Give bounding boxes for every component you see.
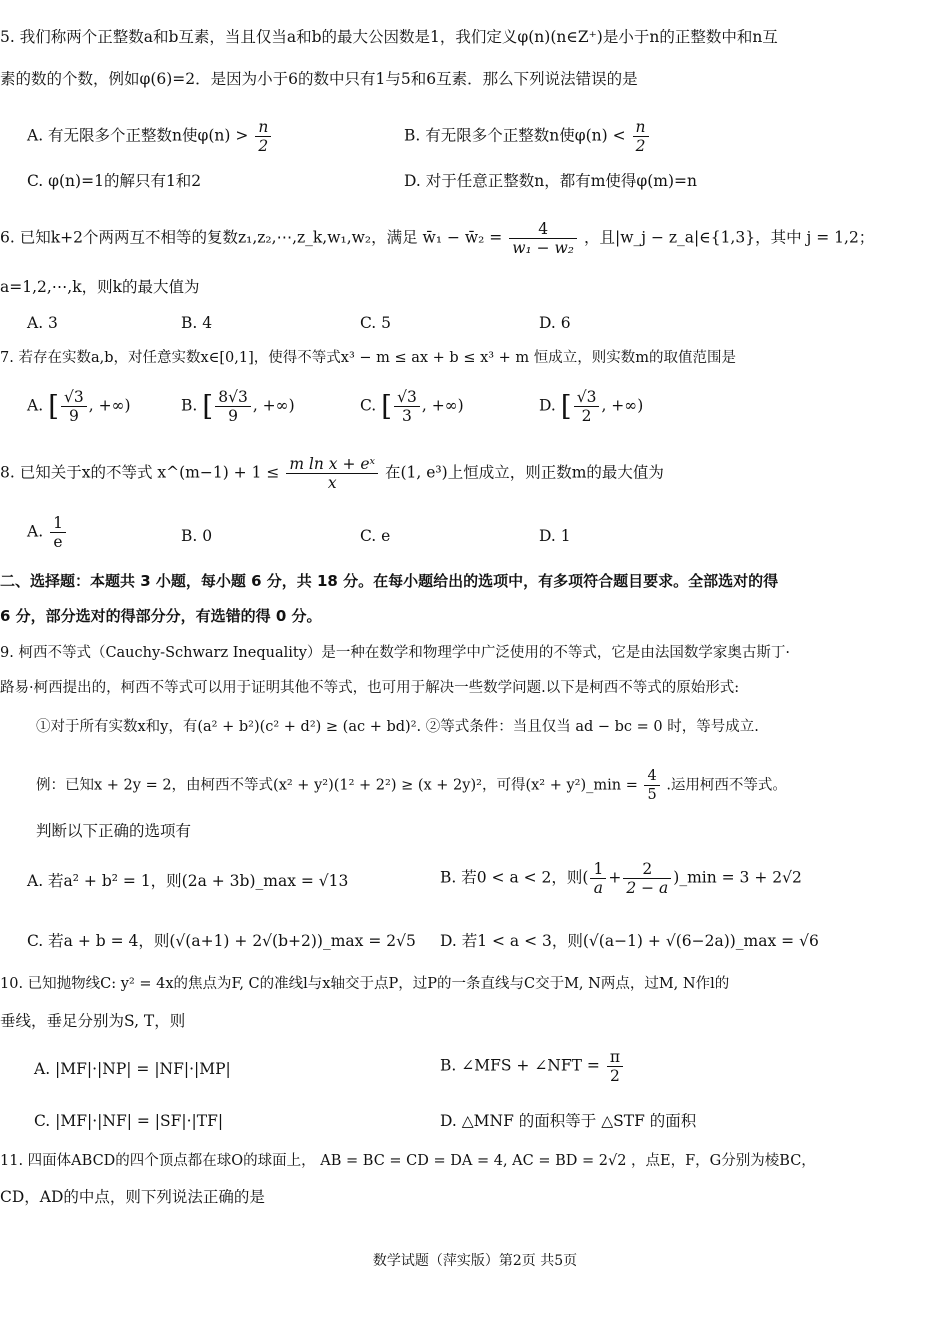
q5-option-b-fraction bbox=[633, 118, 649, 155]
left-bracket: [ bbox=[48, 389, 59, 423]
q9-example-text-post: .运用柯西不等式。 bbox=[666, 777, 787, 794]
frac-den: 2 bbox=[609, 1067, 620, 1085]
q9-example-fraction bbox=[644, 767, 659, 804]
q7-option-b bbox=[181, 388, 295, 425]
frac-num: √3 bbox=[61, 388, 87, 407]
left-bracket: [ bbox=[202, 389, 214, 423]
q9-option-b-frac1 bbox=[590, 860, 606, 897]
frac-num: 8√3 bbox=[215, 388, 251, 407]
q8-option-b: B. 0 bbox=[181, 527, 213, 545]
q8-stem-text: 8. 已知关于x的不等式 x^(m−1) + 1 ≤ bbox=[0, 463, 280, 482]
q9-option-b-text: B. 若0 < a < 2，则( bbox=[440, 868, 589, 887]
q9-option-b-text-post: )_min = 3 + 2√2 bbox=[673, 868, 802, 887]
q9-option-a: A. 若a² + b² = 1，则(2a + 3b)_max = √13 bbox=[27, 872, 349, 890]
q8-option-a-fraction bbox=[50, 514, 66, 551]
q6-option-a: A. 3 bbox=[27, 314, 58, 332]
page-footer: 数学试题（萍实版）第2页 共5页 bbox=[372, 1253, 578, 1269]
frac-den: a bbox=[593, 879, 604, 897]
frac-den: 3 bbox=[402, 407, 412, 425]
q7-option-b-fraction bbox=[215, 388, 251, 425]
q6-option-b: B. 4 bbox=[181, 314, 213, 332]
q5-stem-line2: 素的数的个数，例如φ(6)=2．是因为小于6的数中只有1与5和6互素．那么下列说法错误的是 bbox=[0, 70, 638, 88]
q6-fraction bbox=[509, 220, 577, 257]
frac-den: 9 bbox=[68, 407, 79, 425]
q7-option-b-tail: , +∞) bbox=[252, 396, 295, 415]
frac-den: 2 bbox=[581, 407, 592, 425]
q6-stem-text-post: ，且|w_j − z_a|∈{1,3}，其中 j = 1,2； bbox=[583, 228, 875, 247]
frac-num: m ln x + eˣ bbox=[286, 455, 378, 474]
q7-option-a-tail: , +∞) bbox=[88, 396, 131, 415]
q10-option-b bbox=[440, 1048, 625, 1085]
frac-num: √3 bbox=[574, 388, 600, 407]
section2-header-line1: 二、选择题：本题共 3 小题，每小题 6 分，共 18 分。在每小题给出的选项中，有多项符合题目要求。全部选对的得 bbox=[0, 572, 779, 590]
q9-stem-line2: 路易·柯西提出的，柯西不等式可以用于证明其他不等式，也可用于解决一些数学问题.以下是柯西不等式的原始形式: bbox=[0, 680, 740, 696]
q7-option-a-fraction bbox=[61, 388, 87, 425]
q7-option-c-fraction bbox=[394, 388, 420, 425]
frac-num: n bbox=[255, 118, 271, 137]
frac-den: 2 bbox=[258, 137, 269, 155]
q9-option-b-frac2 bbox=[623, 860, 671, 897]
frac-num: n bbox=[633, 118, 649, 137]
q6-stem-text: 6. 已知k+2个两两互不相等的复数z₁,z₂,⋯,z_k,w₁,w₂，满足 w̄₁ − w̄₂ = bbox=[0, 228, 503, 247]
frac-den: 2 bbox=[635, 137, 646, 155]
frac-num: π bbox=[607, 1048, 623, 1067]
q7-option-a bbox=[27, 388, 131, 425]
q10-option-b-text: B. ∠MFS + ∠NFT = bbox=[440, 1056, 600, 1075]
left-bracket: [ bbox=[560, 389, 572, 423]
q7-option-d bbox=[539, 388, 643, 425]
q11-stem-line2: CD，AD的中点，则下列说法正确的是 bbox=[0, 1188, 265, 1206]
frac-den: 5 bbox=[647, 787, 657, 803]
q6-stem-line2: a=1,2,⋯,k，则k的最大值为 bbox=[0, 278, 200, 296]
frac-den: 9 bbox=[228, 407, 238, 425]
frac-den: 2 − a bbox=[626, 879, 669, 897]
q5-option-b bbox=[404, 118, 651, 155]
frac-den: w₁ − w₂ bbox=[512, 239, 575, 257]
q5-option-a-fraction bbox=[255, 118, 271, 155]
frac-num: √3 bbox=[394, 388, 420, 407]
q10-option-b-fraction bbox=[607, 1048, 623, 1085]
q6-stem-line1 bbox=[0, 220, 944, 257]
q10-option-d: D. △MNF 的面积等于 △STF 的面积 bbox=[440, 1112, 697, 1130]
q9-option-d: D. 若1 < a < 3，则(√(a−1) + √(6−2a))_max = √6 bbox=[440, 932, 819, 950]
q9-option-c: C. 若a + b = 4，则(√(a+1) + 2√(b+2))_max = 2√5 bbox=[27, 932, 416, 950]
q7-option-a-label: A. bbox=[27, 396, 44, 415]
frac-num: 1 bbox=[50, 514, 66, 533]
q7-option-d-label: D. bbox=[539, 396, 556, 415]
q8-option-a-label: A. bbox=[27, 522, 44, 541]
q9-cauchy-form: ①对于所有实数x和y，有(a² + b²)(c² + d²) ≥ (ac + bd)². ②等式条件：当且仅当 ad − bc = 0 时，等号成立. bbox=[36, 719, 759, 735]
q10-option-c: C. |MF|·|NF| = |SF|·|TF| bbox=[34, 1112, 224, 1130]
q6-option-c: C. 5 bbox=[360, 314, 392, 332]
frac-den: e bbox=[53, 533, 63, 551]
q8-option-c: C. e bbox=[360, 527, 391, 545]
q5-option-d: D. 对于任意正整数n，都有m使得φ(m)=n bbox=[404, 172, 698, 190]
q5-option-b-text: B. 有无限多个正整数n使φ(n) < bbox=[404, 126, 626, 145]
q8-stem-text-post: 在(1, e³)上恒成立，则正数m的最大值为 bbox=[385, 463, 664, 482]
q9-example-text: 例：已知x + 2y = 2，由柯西不等式(x² + y²)(1² + 2²) ≥ (x + 2y)²，可得(x² + y²)_min = bbox=[36, 777, 638, 794]
q9-stem-line1: 9. 柯西不等式（Cauchy-Schwarz Inequality）是一种在数学和物理学中广泛使用的不等式，它是由法国数学家奥古斯丁· bbox=[0, 645, 791, 661]
section2-header-line2: 6 分，部分选对的得部分分，有选错的得 0 分。 bbox=[0, 607, 322, 625]
q5-option-c: C. φ(n)=1的解只有1和2 bbox=[27, 172, 202, 190]
q8-option-a bbox=[27, 514, 68, 551]
frac-num: 1 bbox=[590, 860, 606, 879]
q10-stem-line1: 10. 已知抛物线C: y² = 4x的焦点为F, C的准线l与x轴交于点P，过P的一条直线与C交于M, N两点，过M, N作l的 bbox=[0, 976, 730, 992]
q8-fraction bbox=[286, 455, 378, 492]
q7-option-d-tail: , +∞) bbox=[601, 396, 644, 415]
q7-stem-line1: 7. 若存在实数a,b，对任意实数x∈[0,1]，使得不等式x³ − m ≤ ax + b ≤ x³ + m 恒成立，则实数m的取值范围是 bbox=[0, 350, 737, 366]
q5-option-a-text: A. 有无限多个正整数n使φ(n) > bbox=[27, 126, 249, 145]
q7-option-c-tail: , +∞) bbox=[421, 396, 464, 415]
q6-option-d: D. 6 bbox=[539, 314, 571, 332]
frac-num: 4 bbox=[644, 767, 659, 786]
q8-stem-line1 bbox=[0, 455, 944, 492]
q9-option-b bbox=[440, 860, 802, 897]
q7-option-b-label: B. bbox=[181, 396, 198, 415]
q10-option-a: A. |MF|·|NP| = |NF|·|MP| bbox=[34, 1060, 231, 1078]
q7-option-c-label: C. bbox=[360, 396, 377, 415]
q9-example bbox=[36, 767, 944, 804]
q7-option-d-fraction bbox=[574, 388, 600, 425]
q10-stem-line2: 垂线，垂足分别为S, T，则 bbox=[0, 1012, 186, 1030]
q5-stem-line1: 5. 我们称两个正整数a和b互素，当且仅当a和b的最大公因数是1，我们定义φ(n)(n∈Z⁺)是小于n的正整数中和n互 bbox=[0, 28, 778, 46]
frac-den: x bbox=[327, 474, 337, 492]
q5-option-a bbox=[27, 118, 273, 155]
plus-sign: + bbox=[608, 868, 622, 887]
q8-option-d: D. 1 bbox=[539, 527, 571, 545]
left-bracket: [ bbox=[381, 389, 393, 423]
frac-num: 4 bbox=[509, 220, 577, 239]
q11-stem-line1: 11. 四面体ABCD的四个顶点都在球O的球面上， AB = BC = CD = DA = 4, AC = BD = 2√2 ，点E，F，G分别为棱BC， bbox=[0, 1153, 816, 1169]
q9-prompt: 判断以下正确的选项有 bbox=[36, 822, 192, 840]
q7-option-c bbox=[360, 388, 464, 425]
frac-num: 2 bbox=[623, 860, 671, 879]
